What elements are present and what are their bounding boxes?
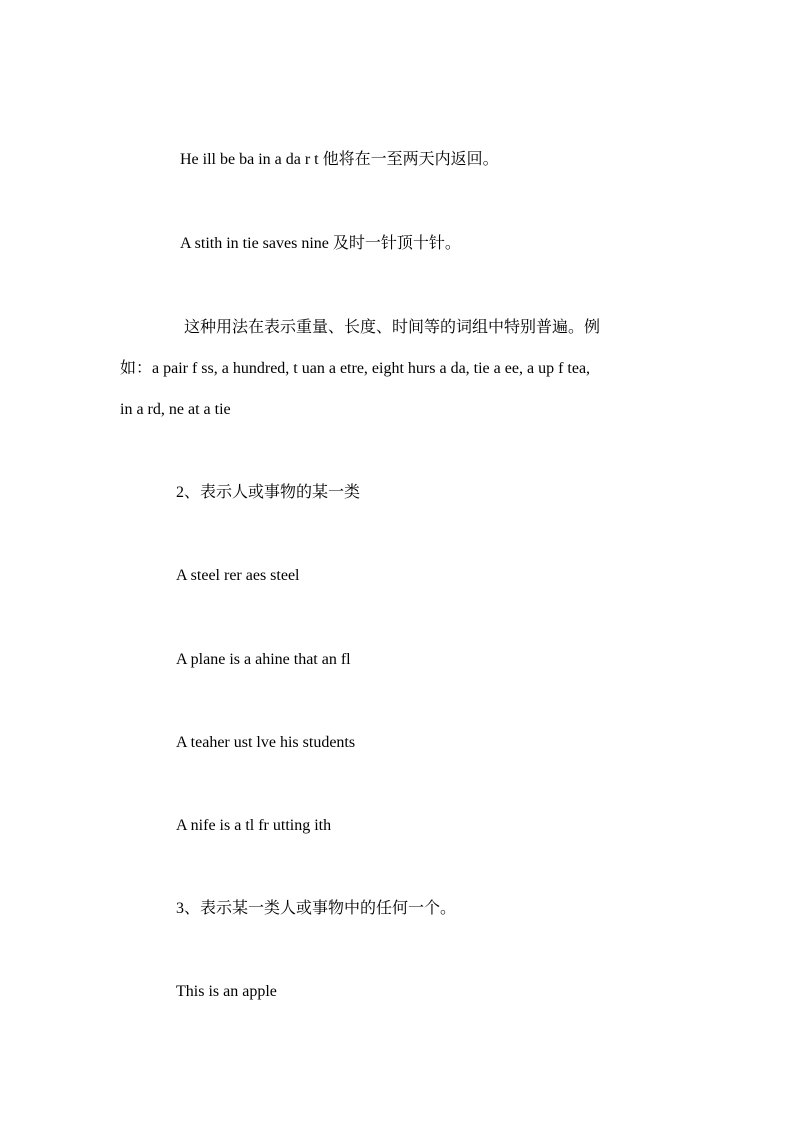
text-line-4: 如：a pair f ss, a hundred, t uan a etre, eight hurs a da, tie a ee, a up f tea, xyxy=(120,360,591,377)
text-line-2: A stith in tie saves nine 及时一针顶十针。 xyxy=(180,235,461,252)
text-line-3: 这种用法在表示重量、长度、时间等的词组中特别普遍。例 xyxy=(184,319,601,336)
text-line-8: A plane is a ahine that an fl xyxy=(176,651,351,668)
text-line-12: This is an apple xyxy=(176,983,277,1000)
section-heading-2: 2、表示人或事物的某一类 xyxy=(176,484,361,501)
text-line-1: He ill be ba in a da r t 他将在一至两天内返回。 xyxy=(180,151,499,168)
text-line-9: A teaher ust lve his students xyxy=(176,734,356,751)
section-heading-3: 3、表示某一类人或事物中的任何一个。 xyxy=(176,900,457,917)
text-line-7: A steel rer aes steel xyxy=(176,567,300,584)
text-line-10: A nife is a tl fr utting ith xyxy=(176,817,332,834)
text-line-5: in a rd, ne at a tie xyxy=(120,401,231,418)
